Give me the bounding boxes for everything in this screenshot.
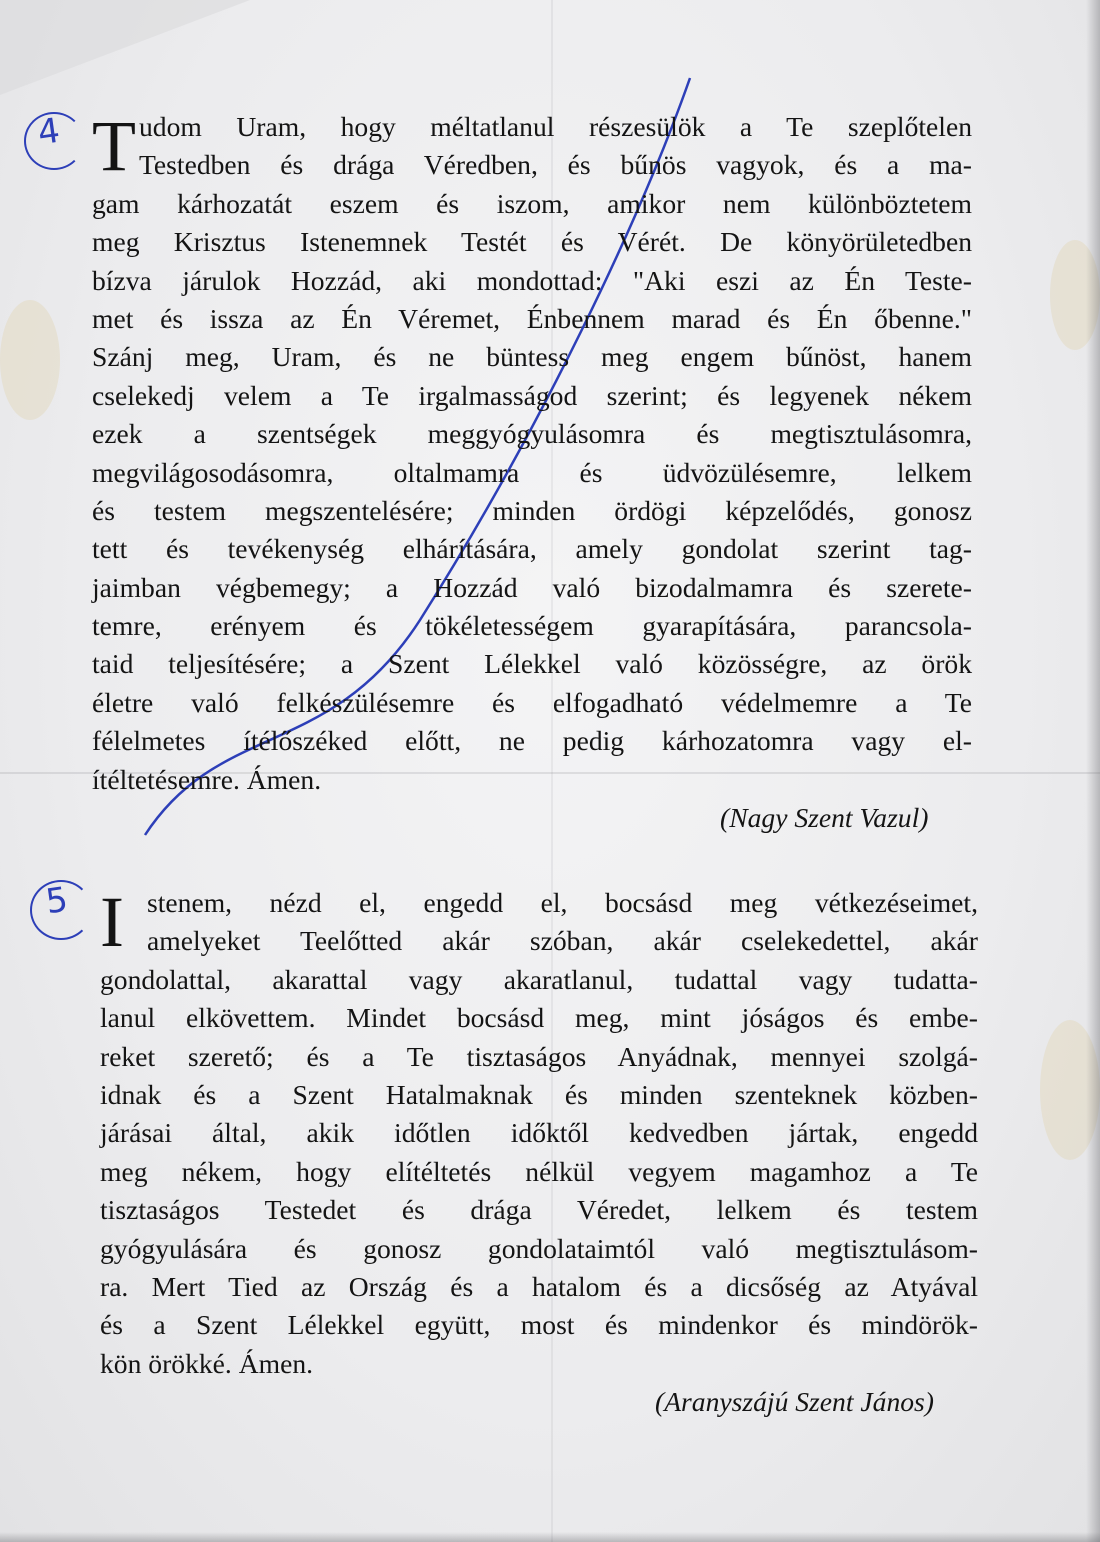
prayer-line: temre, erényem és tökéletességem gyarapítására, parancsola- <box>92 610 972 642</box>
prayer-nagy-szent-vazul <box>92 108 972 799</box>
prayer-line: idnak és a Szent Hatalmaknak és minden szenteknek közben- <box>100 1078 978 1110</box>
prayer-line: ítéltetésemre. Ámen. <box>92 763 322 795</box>
prayer-line: gam kárhozatát eszem és iszom, amikor nem különböztetem <box>92 187 972 219</box>
prayer-line: Testedben és drága Véredben, és bűnös vagyok, és a ma- <box>139 149 972 181</box>
drop-cap-t: T <box>92 106 136 186</box>
prayer-line: stenem, nézd el, engedd el, bocsásd meg vétkezéseimet, <box>147 887 978 918</box>
attribution-nagy-szent-vazul: (Nagy Szent Vazul) <box>720 802 929 833</box>
prayer-line: amelyeket Teelőtted akár szóban, akár cselekedettel, akár <box>147 925 978 957</box>
prayer-line: lanul elkövettem. Mindet bocsásd meg, mint jóságos és embe- <box>100 1002 978 1034</box>
prayer-line: ra. Mert Tied az Ország és a hatalom és a dicsőség az Atyával <box>100 1270 978 1302</box>
prayer-line: meg Krisztus Istenemnek Testét és Vérét. De könyörületedben <box>92 226 972 258</box>
prayer-line: életre való felkészülésemre és elfogadható védelmemre a Te <box>92 686 972 718</box>
prayer-line: és testem megszentelésére; minden ördögi képzelődés, gonosz <box>92 494 972 526</box>
prayer-line: udom Uram, hogy méltatlanul részesülök a Te szeplőtelen <box>139 111 972 142</box>
prayer-line: kön örökké. Ámen. <box>100 1347 314 1379</box>
prayer-line: és a Szent Lélekkel együtt, most és mindenkor és mindörök- <box>100 1309 978 1341</box>
prayer-aranyszaju-szent-janos <box>100 884 978 1383</box>
prayer-line: gyógyulására és gonosz gondolataimtól való megtisztulásom- <box>100 1232 978 1264</box>
prayer-line: reket szerető; és a Te tisztaságos Anyádnak, mennyei szolgá- <box>100 1040 978 1072</box>
prayer-line: félelmetes ítélőszéked előtt, ne pedig kárhozatomra vagy el- <box>92 725 972 757</box>
attribution-aranyszaju-szent-janos: (Aranyszájú Szent János) <box>655 1386 934 1417</box>
prayer-line: gondolattal, akarattal vagy akaratlanul, tudattal vagy tudatta- <box>100 963 978 995</box>
prayer-line: tett és tevékenység elhárítására, amely gondolat szerint tag- <box>92 533 972 565</box>
prayer-line: járásai által, akik időtlen időktől kedvedben jártak, engedd <box>100 1117 978 1149</box>
prayer-line: jaimban végbemegy; a Hozzád való bizodalmamra és szerete- <box>92 571 972 603</box>
prayer-line: Szánj meg, Uram, és ne büntess meg engem bűnöst, hanem <box>92 341 972 373</box>
drop-cap-i: I <box>100 882 124 962</box>
prayer-line: bízva járulok Hozzád, aki mondottad: "Aki eszi az Én Teste- <box>92 264 972 296</box>
prayer-line: taid teljesítésére; a Szent Lélekkel való közösségre, az örök <box>92 648 972 680</box>
handwritten-number-5: 5 <box>43 879 71 923</box>
prayer-line: met és issza az Én Véremet, Énbennem marad és Én őbenne." <box>92 302 972 334</box>
prayer-line: cselekedj velem a Te irgalmasságod szerint; és legyenek nékem <box>92 379 972 411</box>
prayer-line: meg nékem, hogy elítéltetés nélkül vegyem magamhoz a Te <box>100 1155 978 1187</box>
handwritten-number-4: 4 <box>35 110 63 154</box>
prayer-line: ezek a szentségek meggyógyulásomra és megtisztulásomra, <box>92 418 972 450</box>
prayer-line: tisztaságos Testedet és drága Véredet, lelkem és testem <box>100 1194 978 1226</box>
prayer-line: megvilágosodásomra, oltalmamra és üdvözülésemre, lelkem <box>92 456 972 488</box>
